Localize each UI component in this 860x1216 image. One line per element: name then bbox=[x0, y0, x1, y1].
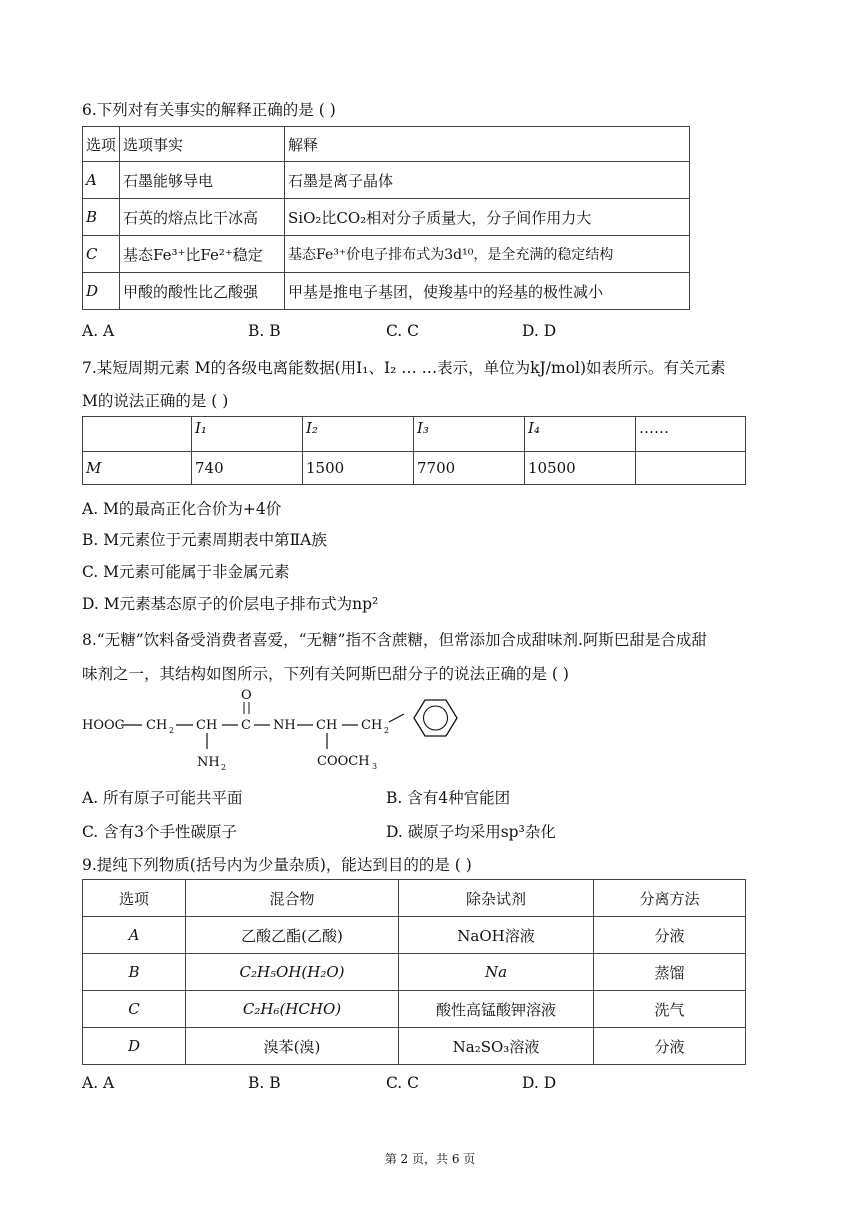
table-cell bbox=[636, 452, 746, 485]
table-cell: 甲酸的酸性比乙酸强 bbox=[120, 273, 285, 310]
q6-option-c: C. C bbox=[386, 322, 420, 340]
page-footer: 第 2 页，共 6 页 bbox=[384, 1152, 476, 1166]
q9-option-b: B. B bbox=[248, 1074, 281, 1092]
table-cell: 7700 bbox=[414, 452, 525, 485]
q7-stem-line2: M的说法正确的是 ( ) bbox=[82, 392, 229, 410]
table-header-cell: 选项事实 bbox=[120, 127, 285, 162]
table-cell: 溴苯(溴) bbox=[186, 1028, 399, 1065]
table-row bbox=[83, 991, 746, 1028]
q7-option-c: C. M元素可能属于非金属元素 bbox=[82, 563, 290, 581]
table-cell: 石英的熔点比干冰高 bbox=[120, 199, 285, 236]
table-row bbox=[83, 1028, 746, 1065]
nh-label: NH bbox=[273, 718, 296, 733]
table-row bbox=[83, 199, 690, 236]
carbonyl-c-label: C bbox=[241, 718, 251, 733]
q9-stem: 9.提纯下列物质(括号内为少量杂质)，能达到目的的是 ( ) bbox=[82, 856, 472, 874]
q6-option-d: D. D bbox=[522, 322, 557, 340]
cooch3-label: COOCH bbox=[317, 754, 370, 769]
table-cell: B bbox=[83, 954, 186, 991]
table-header-cell: I₃ bbox=[414, 417, 525, 452]
subscript: 2 bbox=[384, 726, 390, 735]
table-header-cell: I₁ bbox=[192, 417, 303, 452]
table-row bbox=[83, 127, 690, 162]
table-row bbox=[83, 880, 746, 917]
q8-stem-line1: 8.“无糖”饮料备受消费者喜爱，“无糖”指不含蔗糖，但常添加合成甜味剂.阿斯巴甜是合成甜 bbox=[82, 631, 707, 649]
table-cell: C₂H₅OH(H₂O) bbox=[186, 954, 399, 991]
table-cell: 基态Fe³⁺价电子排布式为3d¹⁰，是全充满的稳定结构 bbox=[285, 236, 690, 273]
q9-option-a: A. A bbox=[82, 1074, 115, 1092]
q7-option-b: B. M元素位于元素周期表中第ⅡA族 bbox=[82, 531, 327, 549]
subscript: 3 bbox=[372, 762, 378, 771]
table-header-cell: 选项 bbox=[83, 880, 186, 917]
table-cell: 740 bbox=[192, 452, 303, 485]
table-cell: D bbox=[83, 1028, 186, 1065]
q7-option-a: A. M的最高正化合价为+4价 bbox=[82, 500, 282, 518]
q8-option-d: D. 碳原子均采用sp³杂化 bbox=[386, 823, 556, 841]
table-cell: 石墨能够导电 bbox=[120, 162, 285, 199]
subscript: 2 bbox=[169, 726, 175, 735]
q9-option-d: D. D bbox=[522, 1074, 557, 1092]
table-cell: Na₂SO₃溶液 bbox=[399, 1028, 594, 1065]
table-cell: 乙酸乙酯(乙酸) bbox=[186, 917, 399, 954]
table-row bbox=[83, 452, 746, 485]
table-cell: D bbox=[83, 273, 120, 310]
table-row bbox=[83, 417, 746, 452]
ch-b-label: CH bbox=[316, 718, 338, 733]
table-cell: Na bbox=[399, 954, 594, 991]
ch2a-label: CH bbox=[146, 718, 168, 733]
aspartame-structure bbox=[78, 688, 478, 776]
q6-stem: 6.下列对有关事实的解释正确的是 ( ) bbox=[82, 101, 336, 119]
q7-option-d: D. M元素基态原子的价层电子排布式为np² bbox=[82, 595, 379, 613]
q8-option-a: A. 所有原子可能共平面 bbox=[82, 789, 243, 807]
table-cell: 分液 bbox=[594, 1028, 746, 1065]
table-header-cell: I₄ bbox=[525, 417, 636, 452]
subscript: 2 bbox=[221, 763, 227, 772]
q8-option-c: C. 含有3个手性碳原子 bbox=[82, 823, 238, 841]
q9-option-c: C. C bbox=[386, 1074, 420, 1092]
table-row bbox=[83, 954, 746, 991]
table-cell: 酸性高锰酸钾溶液 bbox=[399, 991, 594, 1028]
table-cell: 甲基是推电子基团，使羧基中的羟基的极性减小 bbox=[285, 273, 690, 310]
nh2-label: NH bbox=[197, 755, 220, 770]
table-header-cell: I₂ bbox=[303, 417, 414, 452]
table-cell: M bbox=[83, 452, 192, 485]
table-row bbox=[83, 273, 690, 310]
table-header-cell: 选项 bbox=[83, 127, 120, 162]
table-cell: 1500 bbox=[303, 452, 414, 485]
table-header-cell: 分离方法 bbox=[594, 880, 746, 917]
table-cell: C₂H₆(HCHO) bbox=[186, 991, 399, 1028]
table-cell: SiO₂比CO₂相对分子质量大，分子间作用力大 bbox=[285, 199, 690, 236]
table-row bbox=[83, 917, 746, 954]
ch2b-label: CH bbox=[361, 718, 383, 733]
benzene-ring bbox=[414, 700, 457, 736]
table-cell: 基态Fe³⁺比Fe²⁺稳定 bbox=[120, 236, 285, 273]
q9-table bbox=[82, 879, 746, 1065]
q6-option-a: A. A bbox=[82, 322, 115, 340]
table-header-cell: 解释 bbox=[285, 127, 690, 162]
table-row bbox=[83, 236, 690, 273]
q8-option-b: B. 含有4种官能团 bbox=[386, 789, 511, 807]
q6-option-b: B. B bbox=[248, 322, 281, 340]
table-cell: A bbox=[83, 917, 186, 954]
table-cell: C bbox=[83, 236, 120, 273]
table-cell: 蒸馏 bbox=[594, 954, 746, 991]
q6-table bbox=[82, 126, 690, 310]
table-cell: A bbox=[83, 162, 120, 199]
benzene-ring-circle bbox=[424, 706, 448, 730]
table-cell: 分液 bbox=[594, 917, 746, 954]
table-row bbox=[83, 162, 690, 199]
table-header-cell: 混合物 bbox=[186, 880, 399, 917]
q7-stem-line1: 7.某短周期元素 M的各级电离能数据(用I₁、I₂ … …表示，单位为kJ/mol)如表所示。有关元素 bbox=[82, 359, 726, 377]
table-cell: 洗气 bbox=[594, 991, 746, 1028]
table-header-cell: 除杂试剂 bbox=[399, 880, 594, 917]
table-cell: B bbox=[83, 199, 120, 236]
table-cell: C bbox=[83, 991, 186, 1028]
table-cell: 10500 bbox=[525, 452, 636, 485]
bond-line bbox=[389, 714, 404, 722]
q7-table bbox=[82, 416, 746, 485]
q8-stem-line2: 味剂之一，其结构如图所示，下列有关阿斯巴甜分子的说法正确的是 ( ) bbox=[82, 665, 569, 683]
ch-label: CH bbox=[196, 718, 218, 733]
table-cell: NaOH溶液 bbox=[399, 917, 594, 954]
table-header-cell bbox=[83, 417, 192, 452]
table-cell: 石墨是离子晶体 bbox=[285, 162, 690, 199]
hooc-label: HOOC bbox=[82, 718, 125, 733]
table-header-cell: …… bbox=[636, 417, 746, 452]
oxygen-label: O bbox=[241, 688, 252, 703]
